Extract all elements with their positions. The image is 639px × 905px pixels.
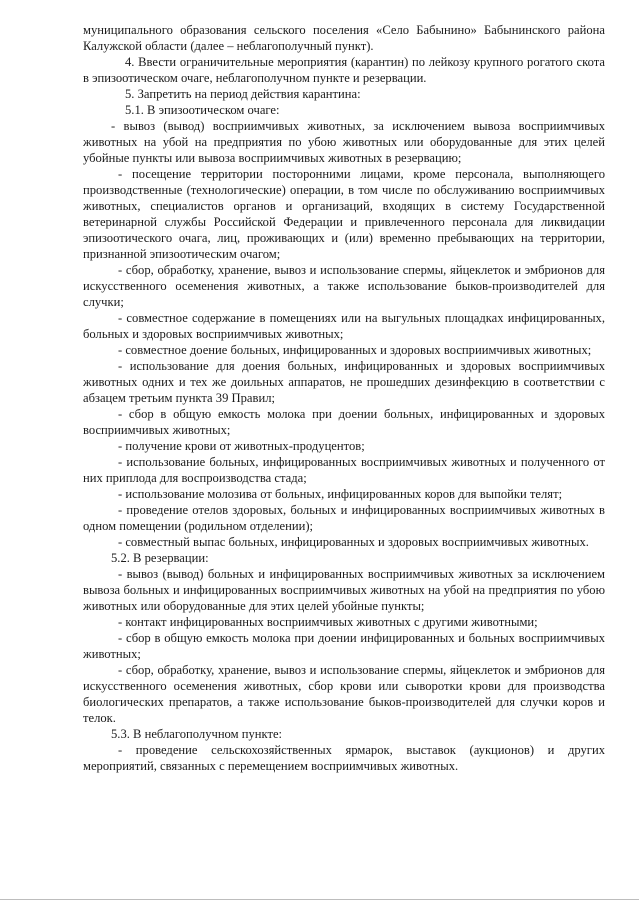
section-heading-5-1: 5.1. В эпизоотическом очаге: (125, 103, 280, 117)
list-item: - сбор, обработку, хранение, вывоз и использование спермы, яйцеклеток и эмбрионов для искусственного осеменения животных, а также использование быков-производителей для случки; (83, 263, 605, 309)
paragraph-continuation: муниципального образования сельского поселения «Село Бабынино» Бабынинского района Калужской области (далее – неблагополучный пункт). (83, 23, 605, 53)
paragraph-item-5: 5. Запретить на период действия карантина: (125, 87, 361, 101)
list-item: - сбор в общую емкость молока при доении больных, инфицированных и здоровых восприимчивых животных; (83, 407, 605, 437)
list-item: - совместное доение больных, инфицированных и здоровых восприимчивых животных; (118, 343, 592, 357)
list-item: - проведение отелов здоровых, больных и инфицированных восприимчивых животных в одном помещении (родильном отделении); (83, 503, 605, 533)
list-item: - сбор в общую емкость молока при доении инфицированных и больных восприимчивых животных; (83, 631, 605, 661)
list-item: - сбор, обработку, хранение, вывоз и использование спермы, яйцеклеток и эмбрионов для искусственного осеменения животных, сбор крови или сыворотки крови для производства биологических препаратов, а также использование быков-производителей для случки коров и телок. (83, 663, 605, 725)
list-item: - использование молозива от больных, инфицированных коров для выпойки телят; (118, 487, 563, 501)
section-heading-5-3: 5.3. В неблагополучном пункте: (111, 727, 283, 741)
list-item: - проведение сельскохозяйственных ярмарок, выставок (аукционов) и других мероприятий, связанных с перемещением восприимчивых животных. (83, 743, 605, 773)
list-item: - совместное содержание в помещениях или на выгульных площадках инфицированных, больных и здоровых восприимчивых животных; (83, 311, 605, 341)
list-item: - использование больных, инфицированных восприимчивых животных и полученного от них приплода для воспроизводства стада; (83, 455, 605, 485)
list-item: - вывоз (вывод) восприимчивых животных, за исключением вывоза восприимчивых животных на убой на предприятия по убою животных или оборудованные для этих целей убойные пункты или вывоза восприимчивых животных в резервацию; (83, 119, 605, 165)
paragraph-item-4: 4. Ввести ограничительные мероприятия (карантин) по лейкозу крупного рогатого скота в эпизоотическом очаге, неблагополучном пункте и резервации. (83, 55, 605, 85)
list-item: - получение крови от животных-продуцентов; (118, 439, 365, 453)
list-item: - контакт инфицированных восприимчивых животных с другими животными; (118, 615, 538, 629)
section-heading-5-2: 5.2. В резервации: (111, 551, 209, 565)
page-bottom-edge (0, 899, 639, 900)
list-item: - вывоз (вывод) больных и инфицированных восприимчивых животных за исключением вывоза больных и инфицированных восприимчивых животных на убой на предприятия по убою животных или оборудованные для этих целей убойные пункты; (83, 567, 605, 613)
document-body (83, 22, 605, 774)
list-item: - совместный выпас больных, инфицированных и здоровых восприимчивых животных. (118, 535, 589, 549)
list-item: - посещение территории посторонними лицами, кроме персонала, выполняющего производственные (технологические) операции, в том числе по обслуживанию восприимчивых животных, специалистов органов и организаций, входящих в систему Государственной ветеринарной службы Российской Федерации и привлеченного персонала для ликвидации эпизоотического очага, лиц, проживающих и (или) временно пребывающих на территории, признанной эпизоотическим очагом; (83, 167, 605, 261)
list-item: - использование для доения больных, инфицированных и здоровых восприимчивых животных одних и тех же доильных аппаратов, не прошедших дезинфекцию в соответствии с абзацем третьим пункта 39 Правил; (83, 359, 605, 405)
